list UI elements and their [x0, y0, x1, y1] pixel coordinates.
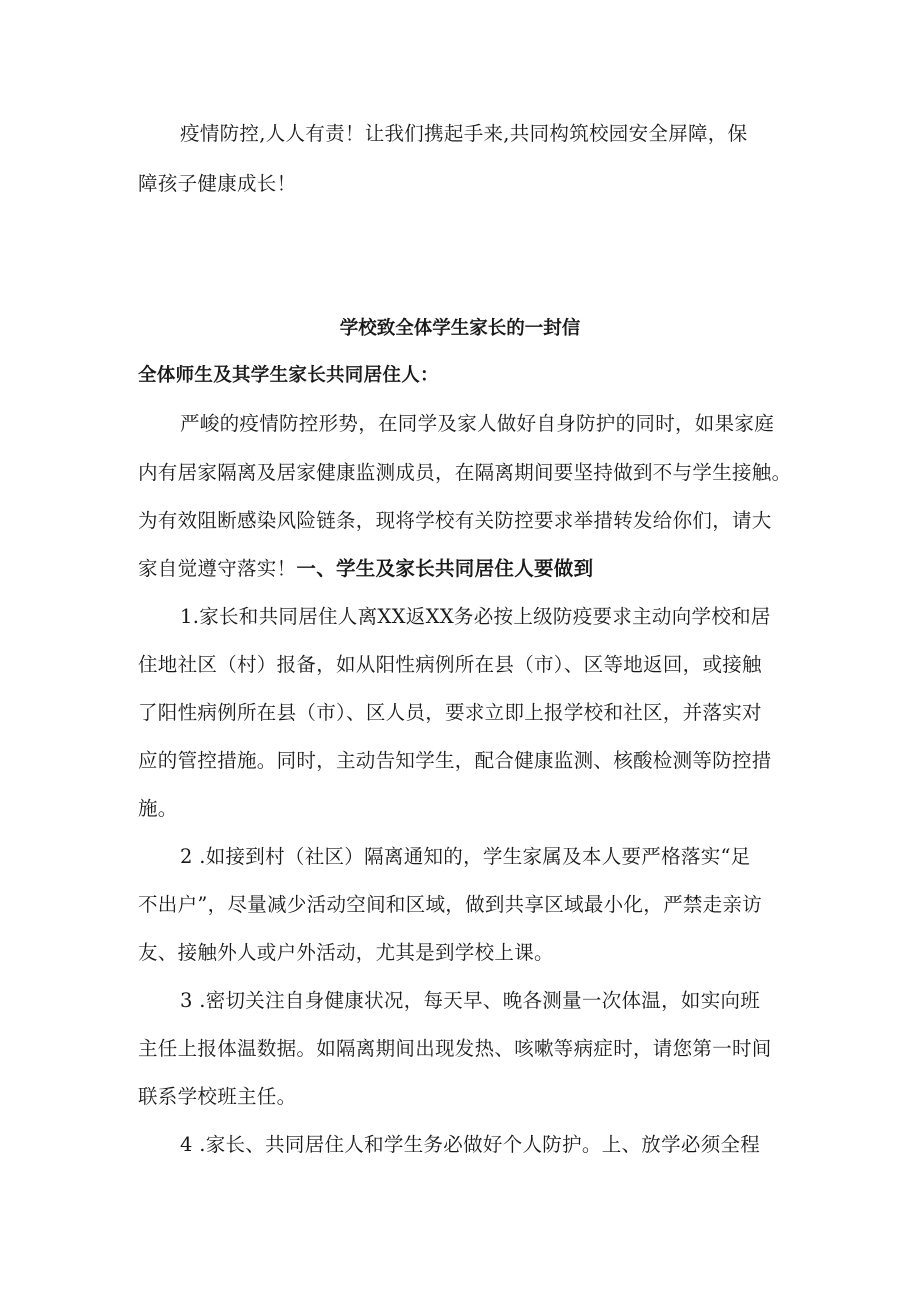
paragraph-1-line-3: 为有效阻断感染风险链条，现将学校有关防控要求举措转发给你们，请大	[138, 509, 772, 532]
item-2-line-1: 2 .如接到村（社区）隔离通知的，学生家属及本人要严格落实“足	[180, 845, 751, 868]
item-1-line-5: 施。	[138, 797, 178, 820]
salutation: 全体师生及其学生家长共同居住人：	[138, 365, 439, 386]
item-3-line-3: 联系学校班主任。	[138, 1085, 297, 1108]
paragraph-1-line-4-text: 家自觉遵守落实！	[138, 557, 297, 580]
paragraph-1-line-1: 严峻的疫情防控形势，在同学及家人做好自身防护的同时，如果家庭	[180, 412, 775, 435]
intro-line-2: 障孩子健康成长！	[138, 172, 297, 195]
section-1-heading: 一、学生及家长共同居住人要做到	[296, 557, 594, 580]
paragraph-1-line-4	[138, 557, 593, 581]
letter-title: 学校致全体学生家长的一封信	[339, 318, 581, 339]
item-2-line-3: 友、接触外人或户外活动，尤其是到学校上课。	[138, 941, 554, 964]
intro-line-1: 疫情防控,人人有责！让我们携起手来,共同构筑校园安全屏障，保	[180, 122, 748, 145]
paragraph-1-line-2: 内有居家隔离及居家健康监测成员，在隔离期间要坚持做到不与学生接触。	[138, 461, 792, 484]
item-3-line-1: 3 .密切关注自身健康状况，每天早、晚各测量一次体温，如实向班	[180, 989, 761, 1012]
item-3-line-2: 主任上报体温数据。如隔离期间出现发热、咳嗽等病症时，请您第一时间	[138, 1037, 772, 1060]
item-1-line-2: 住地社区（村）报备，如从阳性病例所在县（市）、区等地返回，或接触	[138, 653, 762, 676]
item-2-line-2: 不出户”，尽量减少活动空间和区域，做到共享区域最小化，严禁走亲访	[138, 893, 763, 916]
item-1-line-4: 应的管控措施。同时，主动告知学生，配合健康监测、核酸检测等防控措	[138, 749, 772, 772]
item-1-line-3: 了阳性病例所在县（市）、区人员，要求立即上报学校和社区，并落实对	[138, 701, 762, 724]
item-1-line-1: 1.家长和共同居住人离XX返XX务必按上级防疫要求主动向学校和居	[180, 605, 771, 628]
item-4-line-1: 4 .家长、共同居住人和学生务必做好个人防护。上、放学必须全程	[180, 1133, 761, 1156]
